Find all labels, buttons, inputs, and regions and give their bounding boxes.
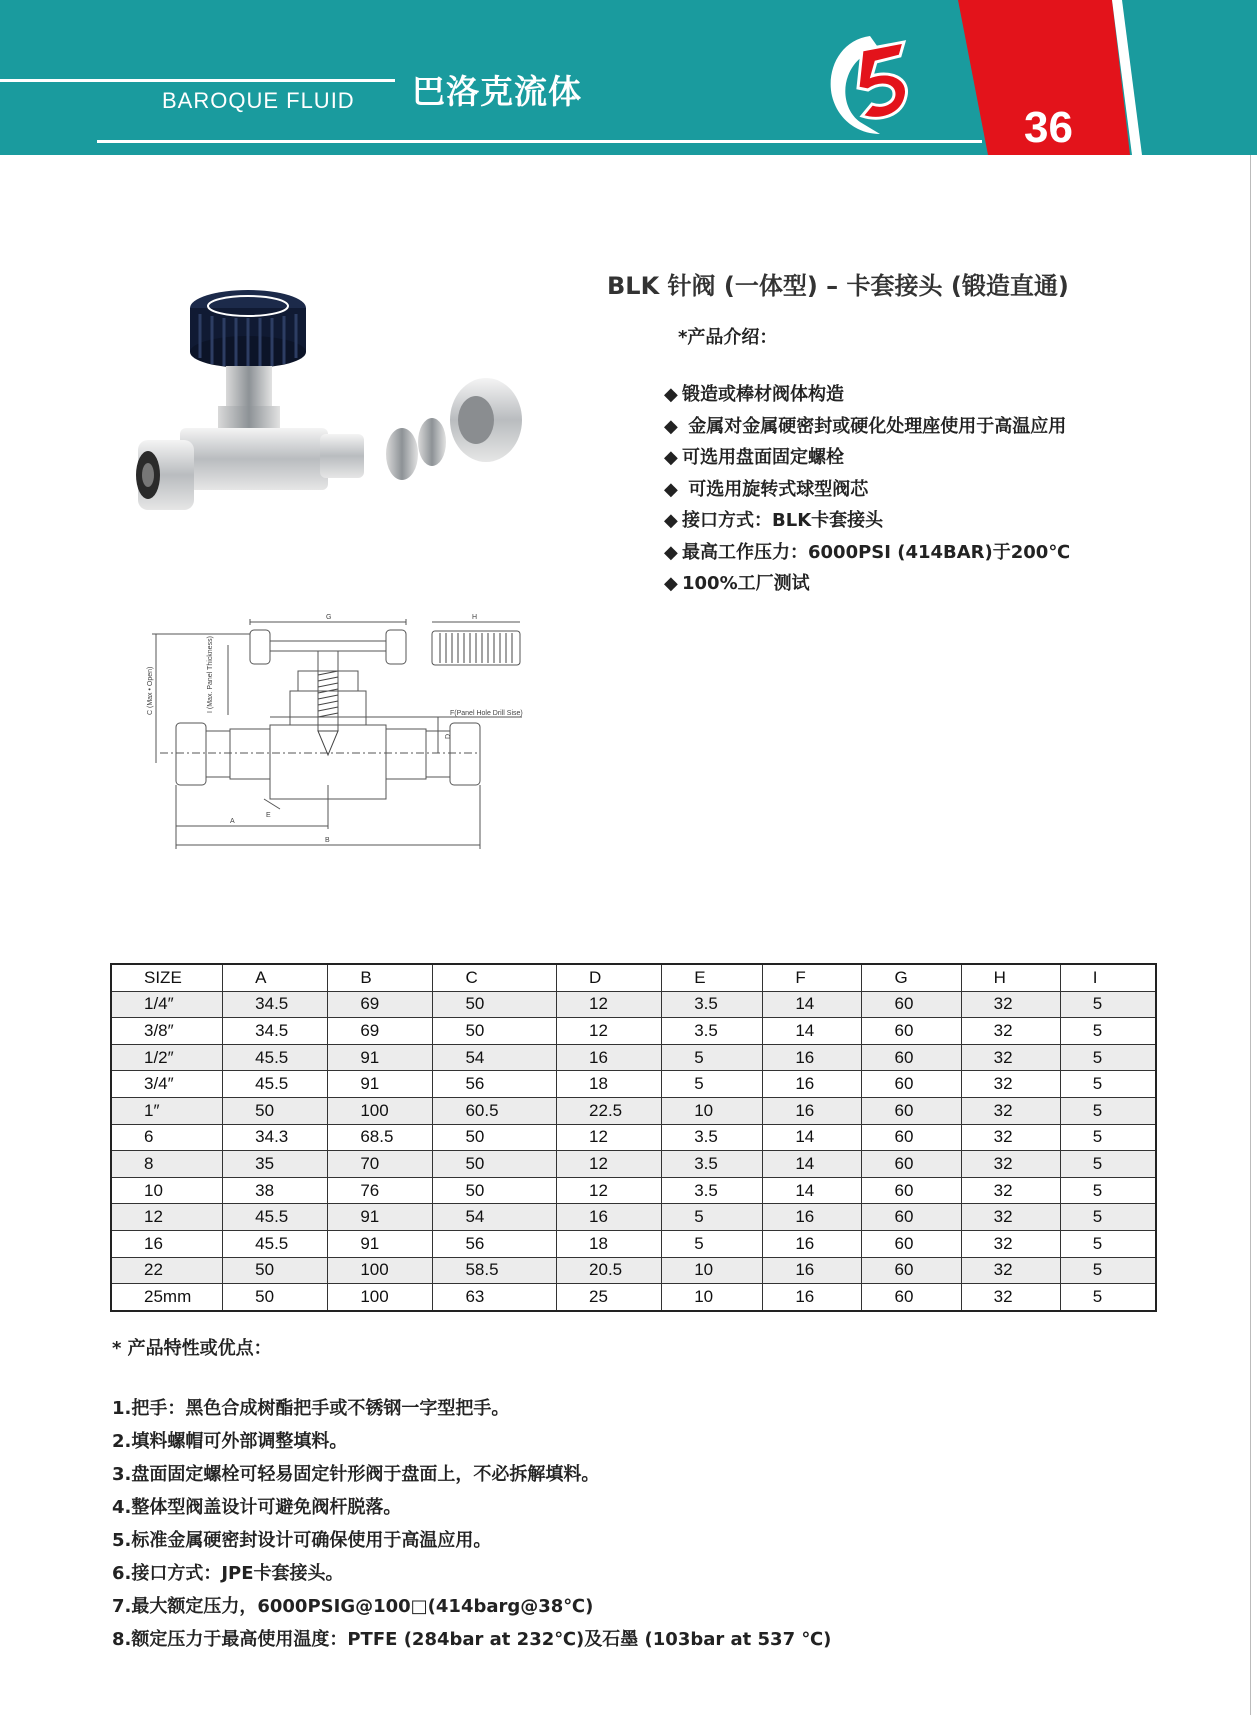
table-cell: 10: [662, 1257, 763, 1284]
table-cell: 70: [328, 1151, 433, 1178]
product-title: BLK 针阀 (一体型) – 卡套接头 (锻造直通): [607, 272, 1069, 300]
table-cell: 60: [862, 1018, 961, 1045]
table-cell: 3/8″: [111, 1018, 223, 1045]
advantages-list: [112, 1394, 831, 1658]
table-cell: 60.5: [433, 1097, 557, 1124]
table-cell: 60: [862, 1284, 961, 1311]
table-cell: 45.5: [223, 1204, 328, 1231]
table-row: [111, 1097, 1156, 1124]
table-cell: 10: [662, 1284, 763, 1311]
table-cell: 63: [433, 1284, 557, 1311]
table-cell: 1/2″: [111, 1044, 223, 1071]
table-cell: 91: [328, 1204, 433, 1231]
table-cell: 45.5: [223, 1044, 328, 1071]
table-cell: 18: [557, 1230, 662, 1257]
table-cell: 38: [223, 1177, 328, 1204]
table-cell: 5: [1060, 1284, 1156, 1311]
table-cell: 32: [961, 1071, 1060, 1098]
table-cell: 32: [961, 1177, 1060, 1204]
table-row: [111, 1257, 1156, 1284]
table-cell: 16: [763, 1204, 862, 1231]
table-cell: 5: [1060, 1230, 1156, 1257]
table-cell: 5: [1060, 1044, 1156, 1071]
dimension-table: [110, 963, 1157, 1312]
table-cell: 3.5: [662, 1177, 763, 1204]
table-cell: 20.5: [557, 1257, 662, 1284]
advantage-item: 5.标准金属硬密封设计可确保使用于高温应用。: [112, 1530, 492, 1551]
table-header-cell: E: [662, 964, 763, 991]
brand-name-english: BAROQUE FLUID: [162, 88, 355, 113]
feature-item: ◆ 锻造或棒材阀体构造: [664, 384, 844, 405]
table-cell: 16: [763, 1044, 862, 1071]
table-cell: 60: [862, 1230, 961, 1257]
header-banner: [0, 0, 1257, 155]
table-cell: 35: [223, 1151, 328, 1178]
dim-label-h: H: [472, 614, 478, 621]
table-cell: 12: [557, 1018, 662, 1045]
feature-item: ◆ 最高工作压力：6000PSI (414BAR)于200℃: [664, 541, 1071, 563]
table-cell: 91: [328, 1044, 433, 1071]
table-cell: 32: [961, 1018, 1060, 1045]
diamond-bullet-icon: ◆: [664, 384, 678, 405]
table-cell: 32: [961, 1257, 1060, 1284]
table-row: [111, 1230, 1156, 1257]
table-cell: 5: [1060, 1097, 1156, 1124]
dimension-drawing: [147, 605, 570, 940]
table-cell: 5: [662, 1071, 763, 1098]
table-row: [111, 1284, 1156, 1311]
table-cell: 6: [111, 1124, 223, 1151]
table-cell: 16: [111, 1230, 223, 1257]
advantage-item: 2.填料螺帽可外部调整填料。: [112, 1431, 348, 1452]
table-header-cell: I: [1060, 964, 1156, 991]
table-cell: 18: [557, 1071, 662, 1098]
table-cell: 60: [862, 1044, 961, 1071]
table-cell: 22.5: [557, 1097, 662, 1124]
page-number: 36: [1024, 103, 1073, 152]
diamond-bullet-icon: ◆: [664, 447, 678, 468]
table-header-cell: G: [862, 964, 961, 991]
table-cell: 60: [862, 1204, 961, 1231]
diamond-bullet-icon: ◆: [664, 573, 678, 594]
table-cell: 100: [328, 1097, 433, 1124]
needle-valve-photo: [120, 268, 560, 548]
table-cell: 91: [328, 1071, 433, 1098]
table-cell: 76: [328, 1177, 433, 1204]
table-cell: 14: [763, 991, 862, 1018]
table-row: [111, 1018, 1156, 1045]
table-cell: 16: [763, 1071, 862, 1098]
advantage-item: 3.盘面固定螺栓可轻易固定针形阀于盘面上，不必拆解填料。: [112, 1464, 600, 1485]
table-cell: 12: [557, 1177, 662, 1204]
table-cell: 56: [433, 1071, 557, 1098]
table-cell: 34.5: [223, 1018, 328, 1045]
table-cell: 5: [1060, 1177, 1156, 1204]
table-cell: 14: [763, 1151, 862, 1178]
table-header-cell: A: [223, 964, 328, 991]
table-cell: 34.3: [223, 1124, 328, 1151]
table-cell: 50: [433, 991, 557, 1018]
table-cell: 12: [557, 1124, 662, 1151]
diamond-bullet-icon: ◆: [664, 510, 678, 531]
table-row: [111, 1124, 1156, 1151]
table-cell: 8: [111, 1151, 223, 1178]
table-cell: 32: [961, 1204, 1060, 1231]
table-cell: 60: [862, 1124, 961, 1151]
table-cell: 1/4″: [111, 991, 223, 1018]
table-cell: 32: [961, 1044, 1060, 1071]
table-cell: 34.5: [223, 991, 328, 1018]
table-cell: 5: [1060, 1257, 1156, 1284]
diamond-bullet-icon: ◆: [664, 541, 678, 563]
dim-label-e: E: [266, 812, 271, 819]
diamond-bullet-icon: ◆: [664, 478, 678, 500]
table-cell: 50: [433, 1124, 557, 1151]
table-cell: 5: [1060, 1204, 1156, 1231]
table-cell: 16: [763, 1097, 862, 1124]
table-cell: 16: [763, 1257, 862, 1284]
feature-item: ◆ 金属对金属硬密封或硬化处理座使用于高温应用: [664, 415, 1067, 437]
dim-label-g: G: [326, 614, 332, 621]
table-cell: 50: [223, 1257, 328, 1284]
table-cell: 32: [961, 1124, 1060, 1151]
advantages-label: * 产品特性或优点：: [112, 1338, 272, 1359]
dim-label-c: C (Max • Open): [147, 666, 154, 715]
table-row: [111, 1151, 1156, 1178]
dim-label-b: B: [325, 837, 330, 844]
table-cell: 60: [862, 1071, 961, 1098]
table-cell: 60: [862, 1257, 961, 1284]
table-cell: 5: [1060, 1124, 1156, 1151]
table-cell: 10: [662, 1097, 763, 1124]
advantage-item: 6.接口方式：JPE卡套接头。: [112, 1563, 344, 1584]
table-cell: 32: [961, 1230, 1060, 1257]
table-row: [111, 1071, 1156, 1098]
table-cell: 60: [862, 991, 961, 1018]
feature-item: ◆ 可选用旋转式球型阀芯: [664, 478, 869, 500]
table-cell: 32: [961, 1284, 1060, 1311]
table-header-cell: F: [763, 964, 862, 991]
table-cell: 12: [557, 991, 662, 1018]
table-header-cell: C: [433, 964, 557, 991]
table-cell: 5: [1060, 991, 1156, 1018]
table-cell: 5: [1060, 1151, 1156, 1178]
dim-label-a: A: [230, 818, 235, 825]
table-cell: 50: [223, 1097, 328, 1124]
table-cell: 14: [763, 1177, 862, 1204]
table-cell: 14: [763, 1018, 862, 1045]
table-cell: 16: [763, 1284, 862, 1311]
table-cell: 68.5: [328, 1124, 433, 1151]
table-cell: 45.5: [223, 1230, 328, 1257]
table-cell: 32: [961, 1097, 1060, 1124]
table-row: [111, 1044, 1156, 1071]
table-header-row: [111, 964, 1156, 991]
table-row: [111, 1204, 1156, 1231]
table-cell: 16: [557, 1204, 662, 1231]
advantage-item: 4.整体型阀盖设计可避免阀杆脱落。: [112, 1497, 402, 1518]
table-cell: 5: [1060, 1071, 1156, 1098]
table-header-cell: SIZE: [111, 964, 223, 991]
table-cell: 3.5: [662, 991, 763, 1018]
dim-label-d: D: [445, 733, 452, 739]
intro-label: *产品介绍：: [678, 327, 778, 348]
table-cell: 54: [433, 1204, 557, 1231]
table-cell: 1″: [111, 1097, 223, 1124]
table-cell: 22: [111, 1257, 223, 1284]
table-header-cell: D: [557, 964, 662, 991]
table-cell: 5: [662, 1044, 763, 1071]
table-row: [111, 1177, 1156, 1204]
baroque-b-logo-icon: [818, 30, 922, 142]
table-cell: 60: [862, 1151, 961, 1178]
table-cell: 25: [557, 1284, 662, 1311]
table-header-cell: H: [961, 964, 1060, 991]
advantage-item: 7.最大额定压力，6000PSIG@100□(414barg@38℃): [112, 1596, 594, 1617]
table-cell: 58.5: [433, 1257, 557, 1284]
table-cell: 91: [328, 1230, 433, 1257]
table-cell: 14: [763, 1124, 862, 1151]
table-cell: 100: [328, 1284, 433, 1311]
table-cell: 50: [433, 1177, 557, 1204]
table-cell: 3.5: [662, 1124, 763, 1151]
table-cell: 54: [433, 1044, 557, 1071]
table-cell: 5: [662, 1204, 763, 1231]
feature-item: ◆ 100%工厂测试: [664, 573, 810, 594]
table-cell: 60: [862, 1177, 961, 1204]
dim-label-i: I (Max. Panel Thickness): [207, 636, 214, 713]
table-cell: 5: [1060, 1018, 1156, 1045]
table-cell: 16: [763, 1230, 862, 1257]
advantage-item: 8.额定压力于最高使用温度：PTFE (284bar at 232℃)及石墨 (103bar at 537 ℃): [112, 1629, 832, 1650]
table-cell: 69: [328, 1018, 433, 1045]
table-cell: 16: [557, 1044, 662, 1071]
table-cell: 25mm: [111, 1284, 223, 1311]
table-cell: 3/4″: [111, 1071, 223, 1098]
feature-item: ◆ 可选用盘面固定螺栓: [664, 447, 844, 468]
table-cell: 60: [862, 1097, 961, 1124]
feature-list: [664, 380, 1070, 601]
table-cell: 3.5: [662, 1151, 763, 1178]
brand-name-chinese: 巴洛克流体: [412, 72, 582, 111]
table-cell: 69: [328, 991, 433, 1018]
diamond-bullet-icon: ◆: [664, 415, 678, 437]
table-cell: 50: [223, 1284, 328, 1311]
table-cell: 50: [433, 1018, 557, 1045]
table-row: [111, 991, 1156, 1018]
table-cell: 100: [328, 1257, 433, 1284]
table-cell: 12: [557, 1151, 662, 1178]
table-cell: 45.5: [223, 1071, 328, 1098]
table-cell: 32: [961, 991, 1060, 1018]
table-cell: 12: [111, 1204, 223, 1231]
table-cell: 56: [433, 1230, 557, 1257]
dim-label-f: F(Panel Hole Drill Sise): [450, 710, 523, 717]
table-cell: 10: [111, 1177, 223, 1204]
table-cell: 3.5: [662, 1018, 763, 1045]
table-cell: 5: [662, 1230, 763, 1257]
advantage-item: 1.把手：黑色合成树酯把手或不锈钢一字型把手。: [112, 1398, 510, 1419]
table-cell: 50: [433, 1151, 557, 1178]
table-cell: 32: [961, 1151, 1060, 1178]
feature-item: ◆ 接口方式：BLK卡套接头: [664, 510, 884, 531]
table-header-cell: B: [328, 964, 433, 991]
page-frame-line: [1250, 155, 1251, 1715]
